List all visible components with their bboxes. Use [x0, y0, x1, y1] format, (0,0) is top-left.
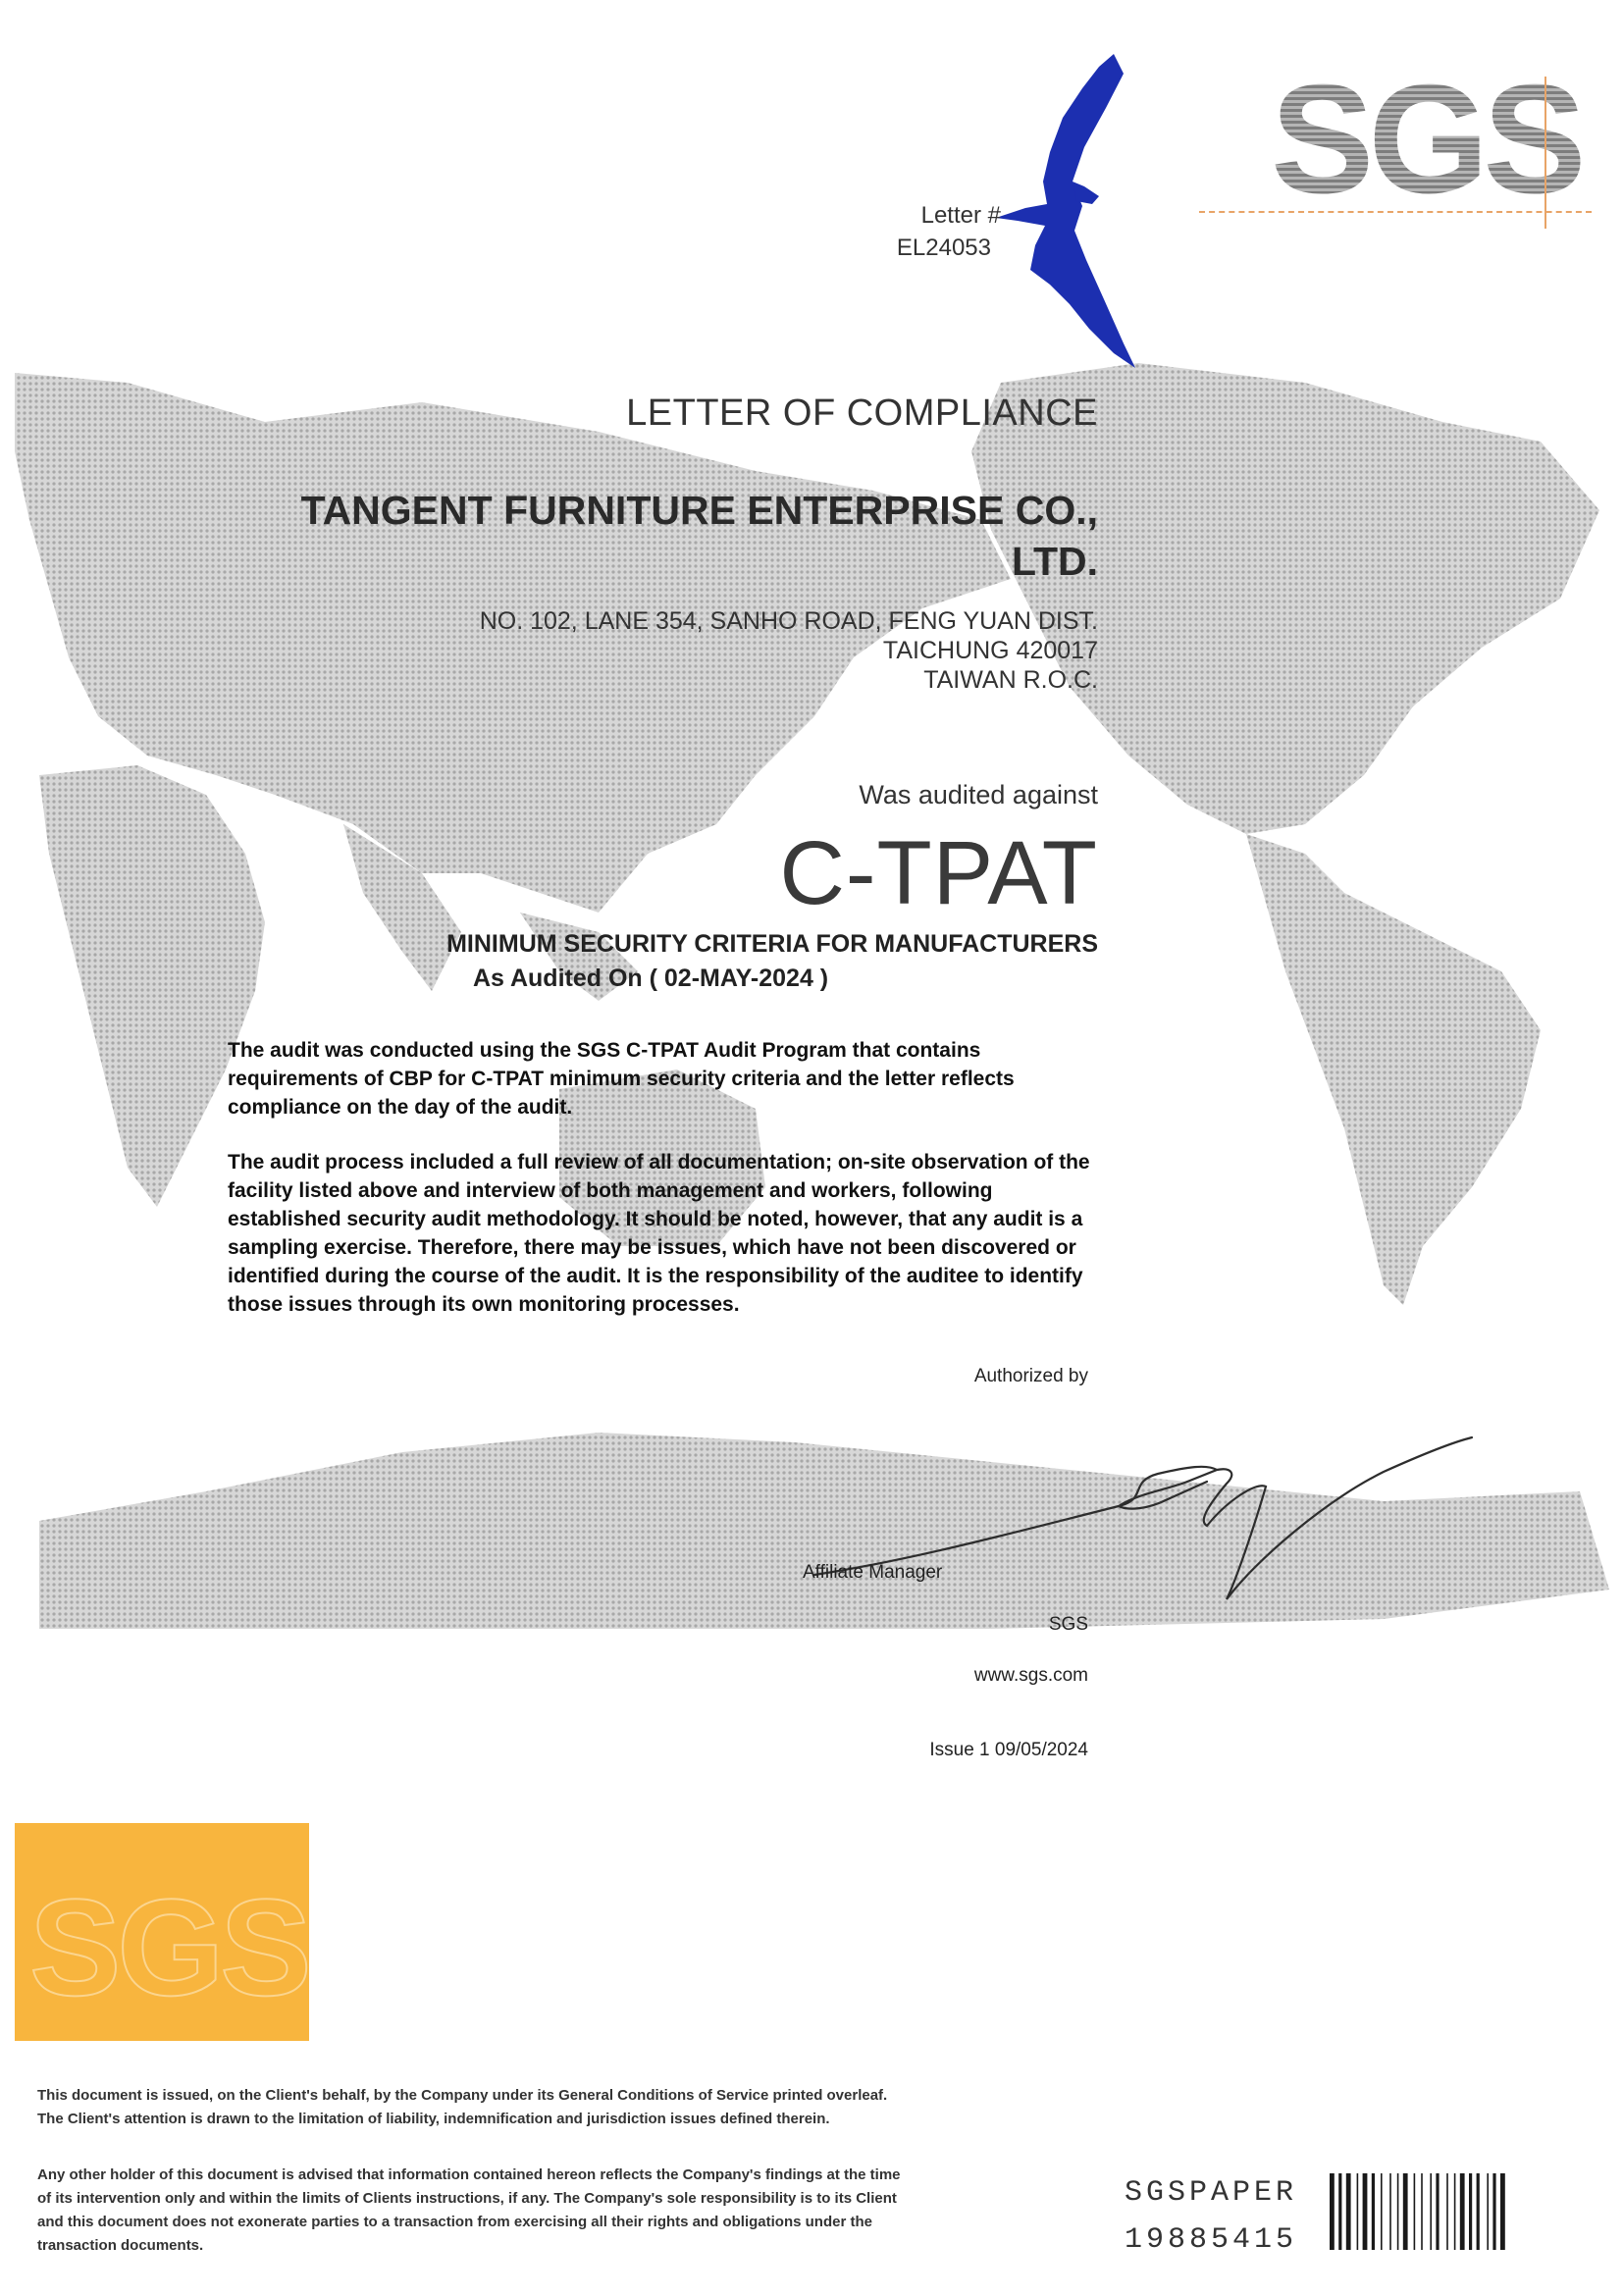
company-name-line-2: LTD.	[1011, 539, 1098, 584]
barcode-bar	[1381, 2173, 1383, 2250]
company-name	[215, 485, 1098, 587]
audit-date: As Audited On ( 02-MAY-2024 )	[473, 965, 829, 992]
sgs-logo	[1271, 53, 1581, 226]
barcode-bar	[1397, 2173, 1399, 2250]
barcode-bar	[1330, 2173, 1335, 2250]
standard-name: C-TPAT	[779, 823, 1098, 923]
barcode-bar	[1487, 2173, 1489, 2250]
logo-rule-horizontal	[1199, 211, 1592, 213]
company-address	[480, 606, 1098, 695]
signatory-organization: SGS	[1048, 1614, 1088, 1635]
barcode-bar	[1403, 2173, 1408, 2250]
barcode-bar	[1363, 2173, 1368, 2250]
barcode-bar	[1454, 2173, 1456, 2250]
barcode-bar	[1469, 2173, 1472, 2250]
legal-notice-2: Any other holder of this document is advised that information contained hereon reflects the Company's findings at the time of its intervention only and within the limits of Clients instructions, if any. The Company's sole responsibility is to its Client and this document does not exonerate parties to a transaction from exercising all their rights and obligations under the transaction documents.	[37, 2166, 901, 2254]
barcode-bar	[1372, 2173, 1375, 2250]
signatory-role: Affiliate Manager	[803, 1562, 943, 1583]
authorized-by-label: Authorized by	[973, 1366, 1088, 1386]
barcode-bar	[1436, 2173, 1439, 2250]
issue-date: Issue 1 09/05/2024	[929, 1740, 1088, 1760]
sgs-orange-stamp	[15, 1823, 309, 2041]
address-line-1: NO. 102, LANE 354, SANHO ROAD, FENG YUAN DIST.	[479, 607, 1098, 635]
barcode-bar	[1446, 2173, 1448, 2250]
bird-emblem-icon	[976, 49, 1153, 373]
barcode-bar	[1346, 2173, 1351, 2250]
barcode-bar	[1421, 2173, 1423, 2250]
barcode-bar	[1414, 2173, 1416, 2250]
barcode-bar	[1389, 2173, 1391, 2250]
audit-paragraph-1: The audit was conducted using the SGS C-TPAT Audit Program that contains requirements of CBP for C-TPAT minimum security criteria and the letter reflects compliance on the day of the audit.	[228, 1039, 1015, 1119]
paper-serial: 19885415	[1125, 2223, 1298, 2257]
barcode-bar	[1357, 2173, 1359, 2250]
signature-image	[795, 1413, 1482, 1619]
barcode-bar	[1477, 2173, 1480, 2250]
barcode-bar	[1460, 2173, 1465, 2250]
paper-label: SGSPAPER	[1125, 2176, 1298, 2210]
barcode-bar	[1338, 2173, 1341, 2250]
letter-number-value: EL24053	[896, 235, 991, 261]
stamp-logo-text: SGS	[29, 1870, 308, 2024]
logo-rule-vertical	[1544, 77, 1546, 229]
barcode-bar	[1500, 2173, 1505, 2250]
website-link[interactable]: www.sgs.com	[973, 1665, 1088, 1686]
legal-notice-1: This document is issued, on the Client's behalf, by the Company under its General Conditions of Service printed overleaf. The Client's attention is drawn to the limitation of liability, indemnification and jurisdiction issues defined therein.	[37, 2087, 888, 2127]
barcode-bar	[1430, 2173, 1432, 2250]
address-line-2: TAICHUNG 420017	[882, 637, 1098, 664]
criteria-heading: MINIMUM SECURITY CRITERIA FOR MANUFACTURERS	[446, 930, 1098, 958]
barcode-icon	[1328, 2171, 1581, 2252]
company-name-line-1: TANGENT FURNITURE ENTERPRISE CO.,	[300, 488, 1098, 533]
address-line-3: TAIWAN R.O.C.	[923, 666, 1098, 694]
sgs-logo-text: SGS	[1271, 53, 1581, 226]
letter-number-label: Letter #	[920, 202, 1001, 229]
audited-against-label: Was audited against	[859, 780, 1098, 809]
barcode-bar	[1492, 2173, 1495, 2250]
audit-paragraph-2: The audit process included a full review of all documentation; on-site observation of the facility listed above and interview of both management and workers, following established security audit methodology. It should be noted, however, that any audit is a sampling exercise. Therefore, there may be issues, which have not been discovered or identified during the course of the audit. It is the responsibility of the auditee to identify those issues through its own monitoring processes.	[228, 1151, 1090, 1316]
document-title: LETTER OF COMPLIANCE	[626, 392, 1098, 434]
